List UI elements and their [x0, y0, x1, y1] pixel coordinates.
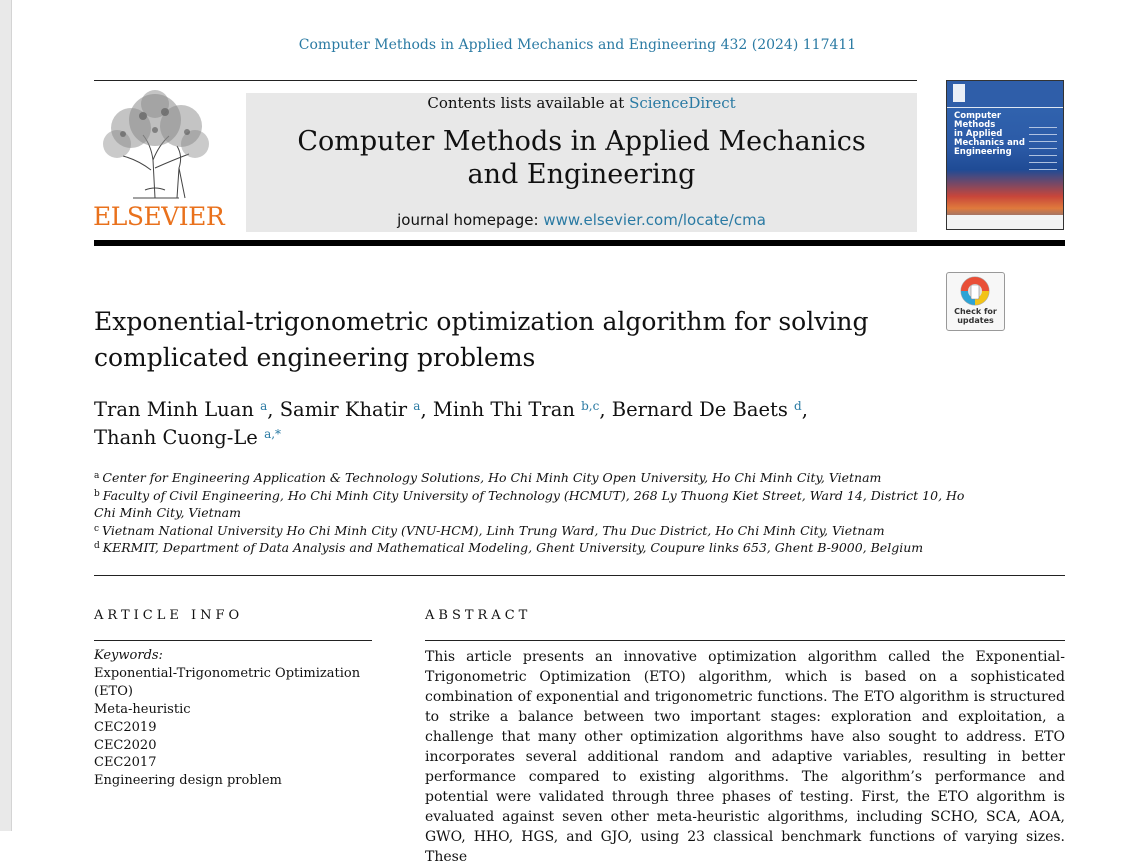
affiliation-item: $^c$ Vietnam National University Ho Chi Minh City (VNU-HCM), Linh Trung Ward, Thu Duc District, Ho Chi Minh City, Vietnam: [94, 522, 885, 538]
homepage-line: [246, 211, 917, 229]
keyword-item: Engineering design problem: [94, 773, 282, 789]
abstract-text: This article presents an innovative optimization algorithm called the Exponential-Trigonometric Optimization (ETO) algorithm, which is based on a sophisticated combination of exponential and trigonometric functions. The ETO algorithm is structured to strike a balance between two important stages: exploration and exploitation, a challenge that many other optimization algorithms have also sought to address. ETO incorporates several additional random and adaptive variables, resulting in better performance compared to existing algorithms. The algorithm’s performance and potential were validated through three phases of testing. First, the ETO algorithm is evaluated against seven other meta-heuristic algorithms, including SCHO, SCA, AOA, GWO, HHO, HGS, and GJO, using 23 classical benchmark functions of varying sizes. These: [425, 649, 1065, 865]
article-info-heading: ARTICLE INFO: [94, 608, 244, 623]
header-rule: [94, 80, 917, 81]
abstract-heading: ABSTRACT: [425, 608, 532, 623]
homepage-link[interactable]: www.elsevier.com/locate/cma: [543, 211, 766, 229]
author-affiliation-mark[interactable]: d: [794, 399, 802, 413]
check-for-updates-badge[interactable]: [946, 272, 1005, 331]
affiliation-list: [94, 469, 974, 557]
keyword-item: CEC2017: [94, 755, 157, 771]
keywords-label: Keywords:: [94, 648, 163, 663]
author-name[interactable]: Samir Khatir: [279, 398, 408, 421]
article-title: [94, 304, 924, 376]
author-affiliation-mark[interactable]: b,c: [581, 399, 600, 413]
journal-citation[interactable]: Computer Methods in Applied Mechanics and Engineering 432 (2024) 117411: [298, 37, 857, 53]
crossmark-icon: [958, 276, 992, 308]
crossmark-label: Check for updates: [954, 307, 997, 325]
cover-footer: [947, 215, 1063, 229]
contents-prefix: Contents lists available at: [427, 94, 625, 112]
author-affiliation-mark[interactable]: a: [413, 399, 421, 413]
contents-line: [246, 94, 917, 112]
tree-icon: [93, 90, 217, 200]
section-rule: [94, 575, 1065, 576]
keyword-item: Meta-heuristic: [94, 701, 191, 717]
homepage-prefix: journal homepage:: [397, 211, 539, 229]
keyword-item: CEC2019: [94, 719, 157, 735]
masthead-thick-rule: [94, 240, 1065, 246]
journal-cover[interactable]: [946, 80, 1064, 230]
author-name[interactable]: Thanh Cuong-Le: [94, 426, 258, 449]
cover-emblem-icon: [953, 84, 965, 102]
affiliation-item: $^d$ KERMIT, Department of Data Analysis and Mathematical Modeling, Ghent University, Coupure links 653, Ghent B-9000, Belgium: [94, 540, 924, 556]
author-name[interactable]: Tran Minh Luan: [94, 398, 254, 421]
affiliation-item: $^b$ Faculty of Civil Engineering, Ho Chi Minh City University of Technology (HCMUT), 268 Ly Thuong Kiet Street, Ward 14, District 10, Ho Chi Minh City, Vietnam: [94, 487, 965, 521]
article-title-line2: complicated engineering problems: [94, 343, 536, 372]
keyword-item: CEC2020: [94, 737, 157, 753]
journal-title-line1: Computer Methods in Applied Mechanics: [297, 126, 866, 157]
viewer-gutter: [0, 0, 12, 831]
keywords-list: [94, 647, 384, 790]
publisher-name: ELSEVIER: [93, 202, 225, 231]
journal-title-line2: and Engineering: [467, 159, 696, 190]
journal-title: [246, 125, 917, 191]
article-title-line1: Exponential-trigonometric optimization algorithm for solving: [94, 307, 869, 336]
author-affiliation-mark[interactable]: a: [260, 399, 268, 413]
cover-header: [947, 81, 1063, 108]
elsevier-logo: [93, 90, 225, 232]
abstract-rule: [425, 640, 1065, 641]
author-name[interactable]: Minh Thi Tran: [432, 398, 575, 421]
article-info-rule: [94, 640, 372, 641]
journal-masthead: [246, 93, 917, 232]
author-affiliation-mark[interactable]: a,*: [264, 427, 282, 441]
cover-title: Computer Methods in Applied Mechanics and Engineering: [954, 111, 1025, 157]
author-name[interactable]: Bernard De Baets: [611, 398, 788, 421]
affiliation-item: $^a$ Center for Engineering Application & Technology Solutions, Ho Chi Minh City Open University, Ho Chi Minh City, Vietnam: [94, 470, 882, 485]
sciencedirect-link[interactable]: ScienceDirect: [629, 94, 736, 112]
author-list: Tran Minh Luan $^a$, Samir Khatir $^a$, Minh Thi Tran $^{b,c}$, Bernard De Baets $^d$, Thanh Cuong-Le $^{a,*}$: [94, 398, 808, 449]
cover-decor: [1029, 127, 1057, 176]
keyword-item: Exponential-Trigonometric Optimization (ETO): [94, 665, 361, 699]
